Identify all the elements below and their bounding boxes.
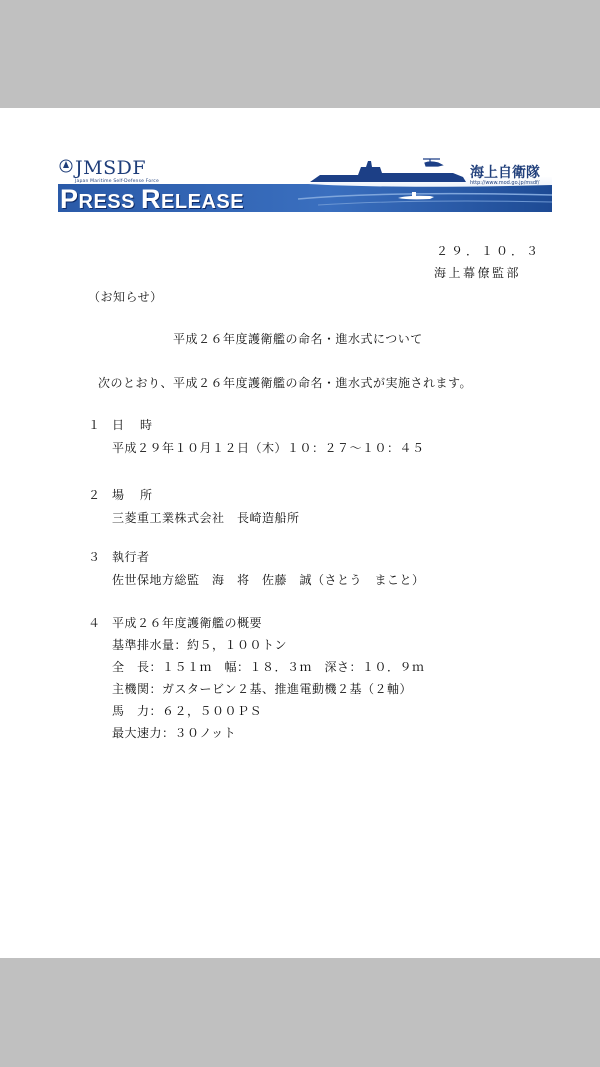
release-date: ２９．１０．３ xyxy=(436,244,542,258)
section-4-heading: 平成２６年度護衛艦の概要 xyxy=(112,616,263,630)
spec-displacement: 基準排水量：約５，１００トン xyxy=(112,638,288,652)
section-2-heading: 場 所 xyxy=(112,488,155,502)
press-release-banner xyxy=(58,155,552,212)
spec-max-speed: 最大速力：３０ノット xyxy=(112,726,237,740)
spec-dimensions: 全 長：１５１ｍ 幅：１８．３ｍ 深さ：１０．９ｍ xyxy=(112,660,425,674)
section-3-heading: 執行者 xyxy=(112,550,150,564)
section-3-line: 佐世保地方総監 海 将 佐藤 誠（さとう まこと） xyxy=(112,573,425,587)
org-short-logo: JMSDF xyxy=(75,157,147,179)
section-3-number: ３ xyxy=(88,550,101,564)
org-japanese-name: 海上自衛隊 xyxy=(470,165,540,181)
notice-label: （お知らせ） xyxy=(88,290,163,304)
intro-paragraph: 次のとおり、平成２６年度護衛艦の命名・進水式が実施されます。 xyxy=(98,376,473,390)
issuing-office: 海上幕僚監部 xyxy=(434,266,522,280)
press-release-title: PRESS RELEASE xyxy=(60,184,245,214)
section-1-line: 平成２９年１０月１２日（木）１０：２７～１０：４５ xyxy=(112,441,425,455)
section-1-number: １ xyxy=(88,418,101,432)
document-title: 平成２６年度護衛艦の命名・進水式について xyxy=(173,332,423,346)
spec-engine: 主機関：ガスタービン２基、推進電動機２基（２軸） xyxy=(112,682,413,696)
org-english-name: Japan Maritime Self-Defense Force xyxy=(75,179,159,184)
section-4-number: ４ xyxy=(88,616,101,630)
org-url[interactable]: http://www.mod.go.jp/msdf/ xyxy=(470,180,540,186)
spec-horsepower: 馬 力：６２，５００ＰＳ xyxy=(112,704,263,718)
document-page xyxy=(0,108,600,958)
section-1-heading: 日 時 xyxy=(112,418,155,432)
section-2-number: ２ xyxy=(88,488,101,502)
section-2-line: 三菱重工業株式会社 長崎造船所 xyxy=(112,511,300,525)
